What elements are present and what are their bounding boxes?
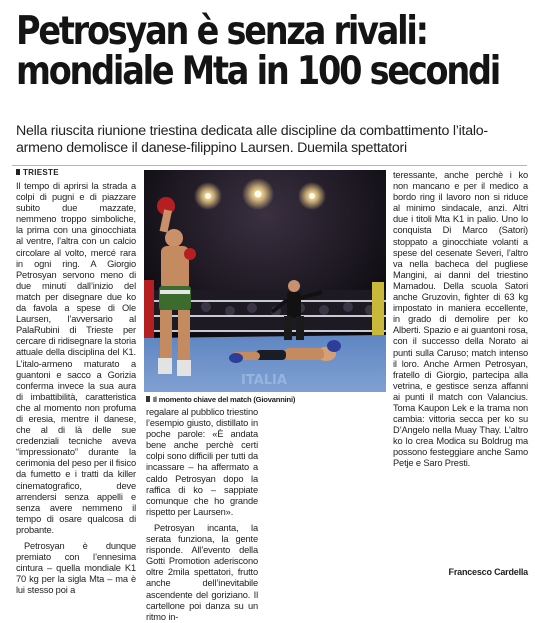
paragraph: teressante, anche perchè i ko non mancano e per il medico a bordo ring il lavoro non si riduce al minimo sindacale, anzi. Altri due i titoli Mta K1 in palio. Uno lo conquista Di Marco (Satori) stoppato a ginocchiate volanti a spese del cesenate Severi, l’altro va nella bacheca del pugliese Mangini, ai danni del triestino Mamadou. Della scuola Satori anche Gruzovin, fighter di 63 kg impostato in maniera eccellente, in grado di demolire per ko Alberti. Spazio e ai guantoni rosa, con il successo della Norato ai punti sulla Caruso; match intenso il loro. Anche Armen Petrosyan, fratello di Giorgio, partecipa alla vetrina, e gestisce senza affanni ai punti il match con Valancius. Toma Kaupon Lek e la trama non cambia: vittoria secca per ko su D’Angelo nella Muay Thay. L’altro ko lo crea Modica su Boldrug ma possono festeggiare anche Samo Petje e Saro Presti. <box>393 170 528 469</box>
headline <box>16 9 500 94</box>
paragraph: Petrosyan incanta, la serata funziona, la gente risponde. All’evento della Gotti Promotion aderiscono oltre 2mila spettatori, frutto anche dell’inevitabile ascendente del goriziano. Il cartellone poi danza su un ritmo in- <box>146 522 258 622</box>
article-column-3 <box>393 170 528 470</box>
bullet-square-icon <box>146 396 150 402</box>
headline-line-1: Petrosyan è senza rivali: <box>16 9 427 54</box>
article-column-2 <box>146 407 258 623</box>
dateline <box>16 168 59 177</box>
boxing-photo <box>144 170 386 392</box>
author-signature: Francesco Cardella <box>448 567 528 577</box>
dateline-text: TRIESTE <box>23 168 59 177</box>
paragraph: regalare al pubblico triestino l’esempio giusto, distillato in poche parole: «È andata bene anche perchè certi colpi sono difficili per tutti da incassare – ha affermato a caldo Petrosyan dopo la raffica di ko – sappiate comunque che ho grande rispetto per Laursen». <box>146 407 258 517</box>
subtitle: Nella riuscita riunione triestina dedicata alle discipline da combattimento l’italo-armeno demolisce il danese-filippino Laursen. Duemila spettatori <box>16 123 488 156</box>
boxing-match-image <box>144 170 386 392</box>
paragraph: Petrosyan è dunque premiato con l’ennesima cintura – quella mondiale K1 70 kg per la sigla Mta – ma è lui stesso poi a <box>16 541 136 596</box>
article-column-1 <box>16 181 136 596</box>
svg-text:ITALIA: ITALIA <box>241 373 287 388</box>
bullet-square-icon <box>16 169 20 175</box>
photo-caption-text: Il momento chiave del match (Giovannini) <box>153 395 296 404</box>
paragraph: Il tempo di aprirsi la strada a colpi di pugni e di piazzare subito due mazzate, nemmeno troppo simboliche, la prima con una ginocchiata al ventre, l’altra con un calcio circolare al volto, mercé rara in ogni ring. A Giorgio Petrosyan servono meno di due minuti dall’inizio del match per disegnare due ko da favola a spese di Ole Laursen, l’avversario al PalaRubini di Trieste per cercare di ridisegnare la storia attuale della disciplina del K1. L’italo-armeno maturato a guantoni e sacco a Gorizia conferma invece la sua aura di imbattibilità, caratteristica che al momento non profuma di eresia, mentre il danese, che al di là delle sue credenziali tecniche aveva “impressionato” durante la cerimonia del peso per il fisico da fumetto e i tratti da killer cinematografico, deve arrendersi senza appelli e senza avere nemmeno il tempo di osare qualcosa di probante. <box>16 181 136 535</box>
headline-line-2: mondiale Mta in 100 secondi <box>16 49 500 94</box>
photo-caption <box>146 395 386 404</box>
divider <box>12 165 527 166</box>
